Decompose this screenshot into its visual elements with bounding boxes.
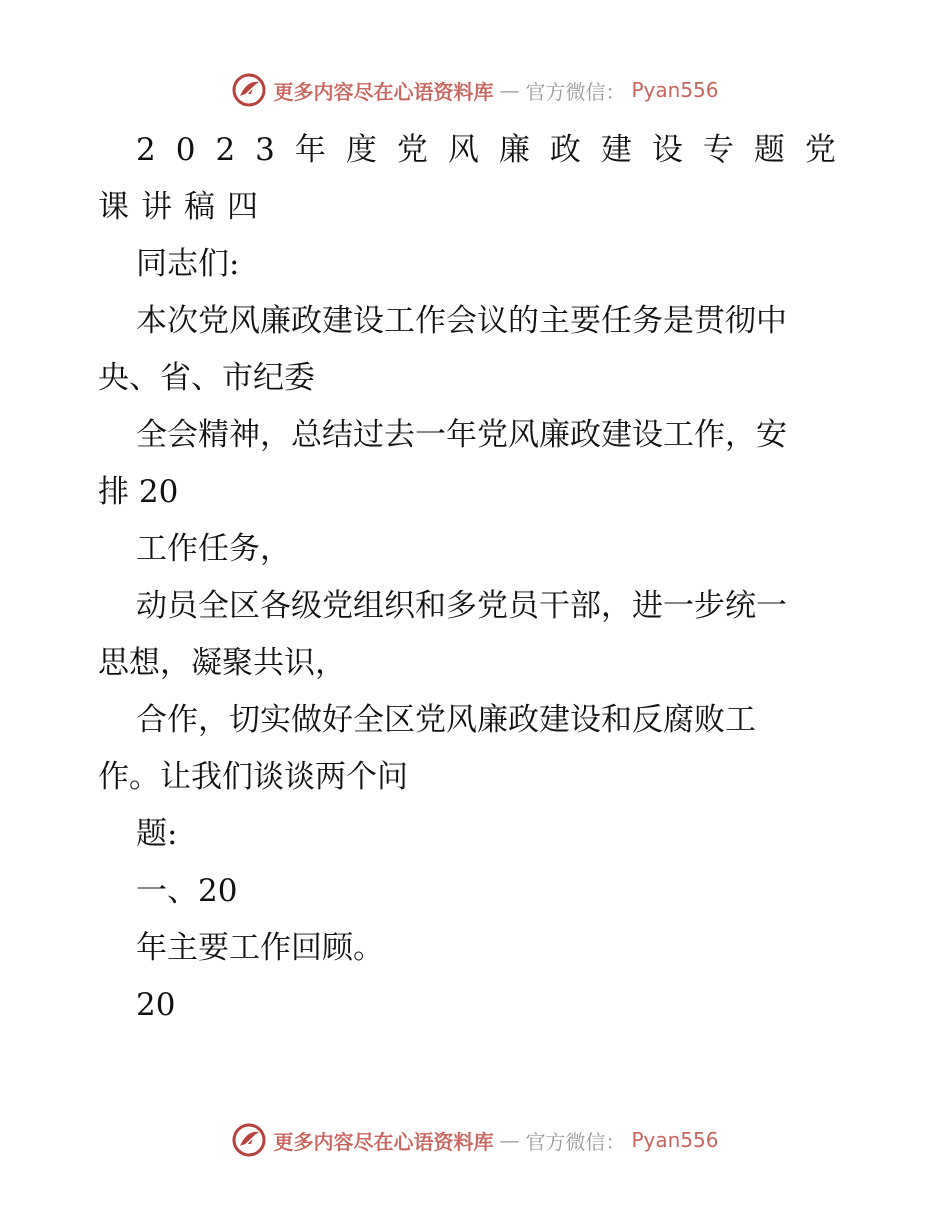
brand-logo-icon [231, 72, 267, 108]
paragraph-line: 工作任务， [136, 531, 291, 567]
section-heading: 一、20 [136, 873, 238, 909]
paragraph-line: 排 20 [98, 474, 179, 510]
paragraph-line: 动员全区各级党组织和多党员干部，进一步统一 [136, 588, 787, 624]
paragraph-line: 20 [136, 987, 176, 1023]
paragraph-line: 全会精神，总结过去一年党风廉政建设工作，安 [136, 417, 787, 453]
watermark-brand: 更多内容尽在心语资料库 [273, 79, 494, 104]
brand-logo-icon [231, 1122, 267, 1158]
watermark-dash: — [499, 78, 520, 102]
header-watermark [0, 72, 950, 108]
document-body [98, 122, 858, 1034]
title-line-1: 2023年度党风廉政建设专题党 [136, 132, 856, 168]
watermark-official-label: 官方微信： [525, 1129, 626, 1154]
section-heading: 年主要工作回顾。 [136, 930, 384, 966]
watermark-official-label: 官方微信： [525, 79, 626, 104]
watermark-brand: 更多内容尽在心语资料库 [273, 1129, 494, 1154]
watermark-dash: — [499, 1128, 520, 1152]
watermark-wechat-id: Pyan556 [631, 78, 719, 102]
paragraph-line: 思想，凝聚共识， [98, 645, 346, 681]
salutation: 同志们: [136, 246, 240, 282]
paragraph-line: 作。让我们谈谈两个问 [98, 759, 408, 795]
title-line-2: 课讲稿四 [98, 189, 270, 225]
footer-watermark [0, 1122, 950, 1158]
paragraph-line: 题: [136, 816, 178, 852]
paragraph-line: 央、省、市纪委 [98, 360, 315, 396]
paragraph-line: 合作，切实做好全区党风廉政建设和反腐败工 [136, 702, 756, 738]
watermark-wechat-id: Pyan556 [631, 1128, 719, 1152]
paragraph-line: 本次党风廉政建设工作会议的主要任务是贯彻中 [136, 303, 787, 339]
